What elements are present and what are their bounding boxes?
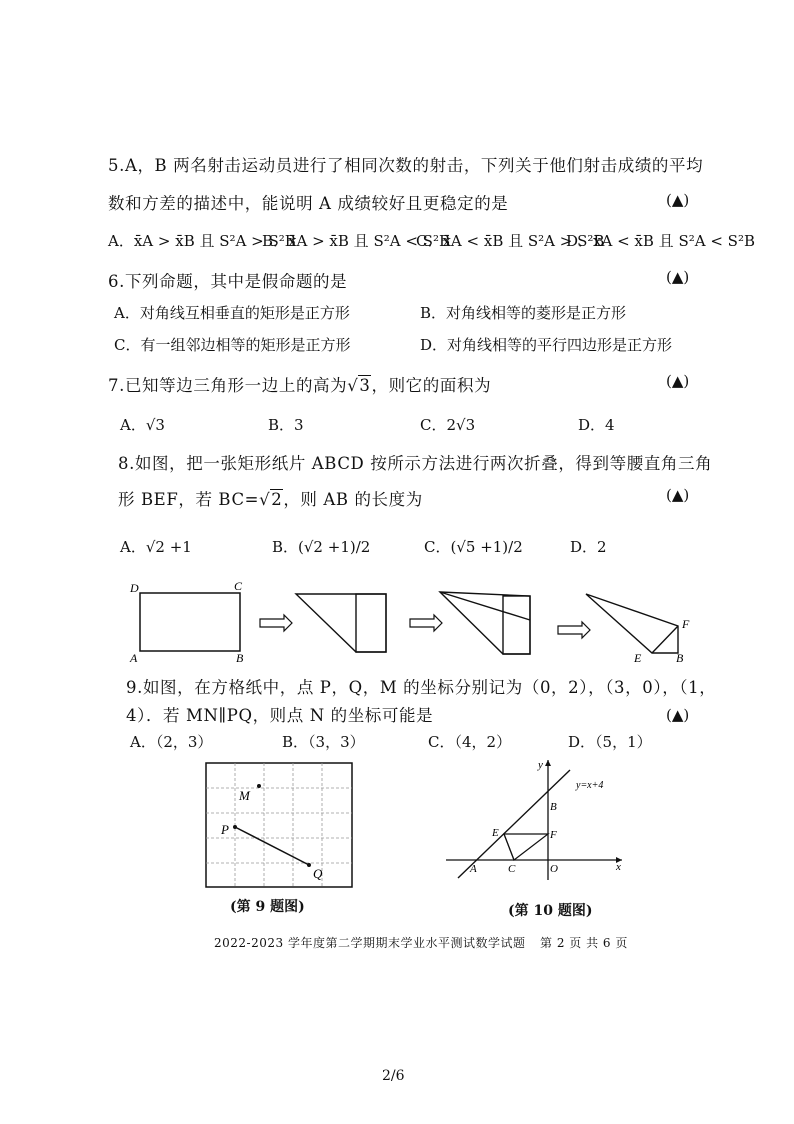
point-p xyxy=(233,825,237,829)
label-b10: B xyxy=(550,801,557,813)
footer-title: 2022-2023 学年度第二学期期末学业水平测试数学试题 xyxy=(214,936,526,950)
label-e: E xyxy=(634,651,642,665)
label-o: O xyxy=(550,863,558,875)
q9-option-c: C．（4，2） xyxy=(428,733,512,751)
q5-option-d: D．x̄A < x̄B 且 S²A < S²B xyxy=(566,232,755,250)
q6-option-a: A．对角线互相垂直的矩形是正方形 xyxy=(114,304,350,322)
q8-option-c: C．(√5 +1)/2 xyxy=(424,538,523,556)
q6-option-d: D．对角线相等的平行四边形是正方形 xyxy=(420,336,673,354)
q7-stem: 7.已知等边三角形一边上的高为√3，则它的面积为 xyxy=(108,376,492,395)
triangle-bef xyxy=(586,594,678,653)
label-y: y xyxy=(538,759,543,771)
arrow-2 xyxy=(410,615,442,631)
fold-step-3 xyxy=(440,592,530,654)
q8-line2: 形 BEF，若 BC=√2，则 AB 的长度为 xyxy=(118,490,423,509)
q9-option-d: D．（5，1） xyxy=(568,733,652,751)
label-x: x xyxy=(616,861,621,873)
label-p: P xyxy=(221,822,229,837)
q7-option-b: B．3 xyxy=(268,416,304,434)
line-y-x-plus-4 xyxy=(458,770,570,878)
q10-coordinate-figure xyxy=(440,756,630,884)
q7-option-a: A．√3 xyxy=(120,416,165,434)
q8-line1: 8.如图，把一张矩形纸片 ABCD 按所示方法进行两次折叠，得到等腰直角三角 xyxy=(118,454,713,473)
q6-answer-mark: (▲) xyxy=(666,268,690,286)
q5-answer-mark: (▲) xyxy=(666,191,690,209)
label-c10: C xyxy=(508,863,516,875)
line-equation-label: y=x+4 xyxy=(576,780,604,791)
fig10-caption: (第 10 题图) xyxy=(508,903,593,919)
segment-pq xyxy=(235,827,309,865)
q9-grid-figure xyxy=(205,762,355,890)
label-d: D xyxy=(130,581,139,595)
q9-answer-mark: (▲) xyxy=(666,706,690,724)
q6-option-b: B．对角线相等的菱形是正方形 xyxy=(420,304,627,322)
q5-option-c: C．x̄A < x̄B 且 S²A > S²B xyxy=(416,232,605,250)
q7-stem-a: 7.已知等边三角形一边上的高为 xyxy=(108,376,348,395)
label-f10: F xyxy=(550,829,557,841)
q8-option-b: B．(√2 +1)/2 xyxy=(272,538,371,556)
point-q xyxy=(307,863,311,867)
label-q: Q xyxy=(313,866,323,881)
q7-option-c: C．2√3 xyxy=(420,416,476,434)
q5-option-b: B．x̄A > x̄B 且 S²A < S²B xyxy=(262,232,450,250)
q9-line2: 4）．若 MN∥PQ，则点 N 的坐标可能是 xyxy=(126,706,434,725)
q6-stem: 6.下列命题，其中是假命题的是 xyxy=(108,272,348,291)
point-m xyxy=(257,784,261,788)
q9-option-b: B．（3，3） xyxy=(282,733,365,751)
q5-line1: 5.A，B 两名射击运动员进行了相同次数的射击，下列关于他们射击成绩的平均 xyxy=(108,156,704,175)
arrow-1 xyxy=(260,615,292,631)
rect-abcd xyxy=(140,593,240,651)
q8-answer-mark: (▲) xyxy=(666,486,690,504)
label-c: C xyxy=(234,579,243,593)
label-m: M xyxy=(239,788,250,803)
q7-answer-mark: (▲) xyxy=(666,372,690,390)
label-f: F xyxy=(682,617,690,631)
q5-option-a: A．x̄A > x̄B 且 S²A > S²B xyxy=(108,232,296,250)
q9-option-a: A．（2，3） xyxy=(130,733,213,751)
q8-option-d: D．2 xyxy=(570,538,607,556)
q8-folding-figure xyxy=(120,578,700,668)
q9-line1: 9.如图，在方格纸中，点 P，Q，M 的坐标分别记为（0，2），（3，0），（1， xyxy=(126,678,717,697)
fold-step-2 xyxy=(296,594,386,652)
fig9-caption: (第 9 题图) xyxy=(230,899,305,915)
q7-option-d: D．4 xyxy=(578,416,615,434)
triangle-ecf xyxy=(504,834,548,860)
q7-stem-b: ，则它的面积为 xyxy=(371,376,492,395)
q6-option-c: C．有一组邻边相等的矩形是正方形 xyxy=(114,336,351,354)
label-a10: A xyxy=(470,863,477,875)
q5-line2: 数和方差的描述中，能说明 A 成绩较好且更稳定的是 xyxy=(108,194,509,213)
arrow-3 xyxy=(558,622,590,638)
label-a: A xyxy=(130,651,138,665)
footer-page: 第 2 页 共 6 页 xyxy=(540,936,628,950)
q8-option-a: A．√2 +1 xyxy=(120,538,192,556)
page-number: 2/6 xyxy=(382,1068,405,1084)
label-b2: B xyxy=(676,651,684,665)
q8-line2-a: 形 BEF，若 BC= xyxy=(118,490,260,509)
q8-line2-b: ，则 AB 的长度为 xyxy=(283,490,423,509)
label-e10: E xyxy=(492,827,499,839)
label-b: B xyxy=(236,651,244,665)
